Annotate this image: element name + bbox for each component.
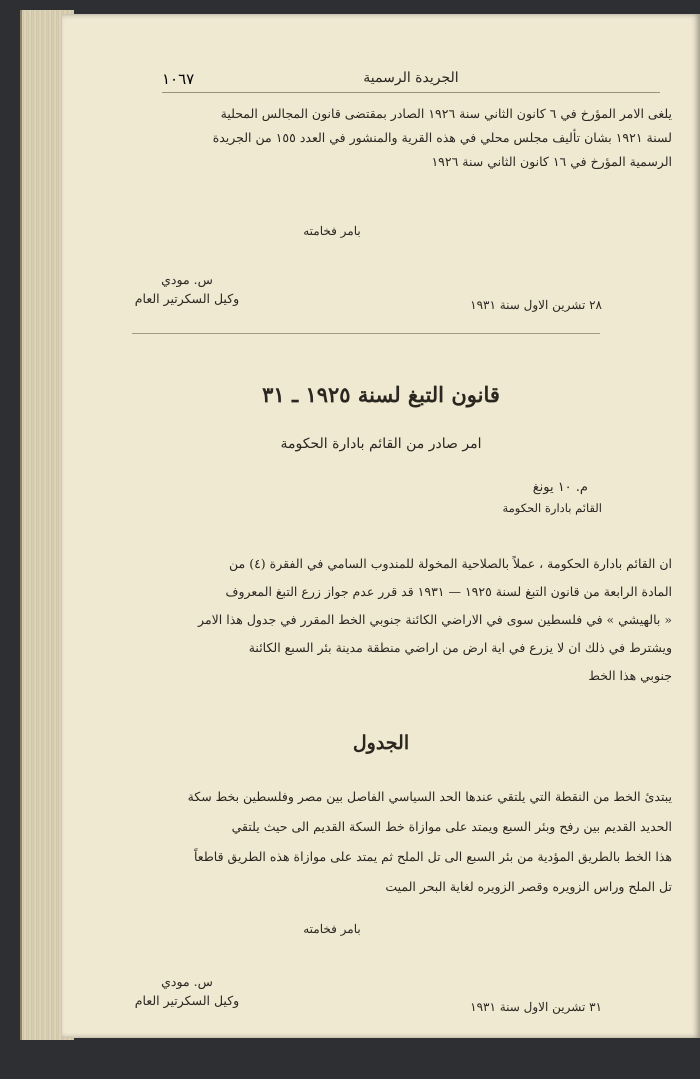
schedule-paragraph	[102, 782, 672, 902]
law-paragraph	[102, 550, 672, 690]
signer-name: س. مودي	[161, 974, 213, 989]
officer-block	[422, 480, 602, 515]
signer-title: وكيل السكرتير العام	[134, 993, 240, 1008]
text-line: الرسمية المؤرخ في ١٦ كانون الثاني سنة ١٩٢٦	[431, 154, 672, 169]
law-title: قانون التبغ لسنة ١٩٢٥ ـ ٣١	[262, 382, 500, 407]
text-line: يبتدئ الخط من النقطة التي يلتقي عندها الحد السياسي الفاصل بين مصر وفلسطين بخط سكة	[187, 789, 672, 804]
text-line: تل الملح وراس الزويره وقصر الزويره لغاية البحر الميت	[385, 879, 672, 894]
text-line: لسنة ١٩٢١ بشان تأليف مجلس محلي في هذه القرية والمنشور في العدد ١٥٥ من الجريدة	[212, 130, 672, 145]
signature-block	[122, 974, 252, 1008]
signature-block	[122, 272, 252, 306]
text-line: ويشترط في ذلك ان لا يزرع في اية ارض من اراضي منطقة مدينة بئر السبع الكائنة	[248, 640, 672, 655]
text-line: الحديد القديم بين رفح وبئر السبع ويمتد على موازاة خط السكة القديم الى حيث يلتقي	[231, 819, 672, 834]
text-line: ان القائم بادارة الحكومة ، عملاً بالصلاحية المخولة للمندوب السامي في الفقرة (٤) من	[229, 556, 672, 571]
schedule-date: ٣١ تشرين الاول سنة ١٩٣١	[470, 1000, 602, 1014]
signer-title: وكيل السكرتير العام	[134, 291, 240, 306]
signer-name: س. مودي	[161, 272, 213, 287]
text-line: المادة الرابعة من قانون التبغ لسنة ١٩٢٥ — ١٩٣١ قد قرر عدم جواز زرع التبغ المعروف	[225, 584, 672, 599]
page-header	[162, 70, 660, 93]
text-line: يلغى الامر المؤرخ في ٦ كانون الثاني سنة ١٩٢٦ الصادر بمقتضى قانون المجالس المحلية	[220, 106, 672, 121]
text-line: جنوبي هذا الخط	[588, 668, 672, 683]
notice-paragraph	[102, 102, 672, 174]
text-line: « بالهيشي » في فلسطين سوى في الاراضي الكائنة جنوبي الخط المقرر في جدول هذا الامر	[198, 612, 672, 627]
section-divider	[132, 333, 600, 334]
text-line: هذا الخط بالطريق المؤدية من بئر السبع الى تل الملح ثم يمتد على موازاة هذه الطريق قاطعاً	[193, 849, 672, 864]
page-number: ١٠٦٧	[162, 70, 195, 88]
law-subtitle: امر صادر من القائم بادارة الحكومة	[280, 436, 482, 452]
by-order-text: بامر فخامته	[303, 224, 361, 238]
document-page	[62, 14, 700, 1038]
by-order-text: بامر فخامته	[303, 922, 361, 936]
schedule-heading: الجدول	[352, 732, 410, 754]
officer-title: القائم بادارة الحكومة	[502, 501, 602, 515]
officer-name: م. ١٠ يونغ	[532, 480, 588, 495]
journal-name: الجريدة الرسمية	[363, 70, 459, 86]
notice-date: ٢٨ تشرين الاول سنة ١٩٣١	[470, 298, 602, 312]
